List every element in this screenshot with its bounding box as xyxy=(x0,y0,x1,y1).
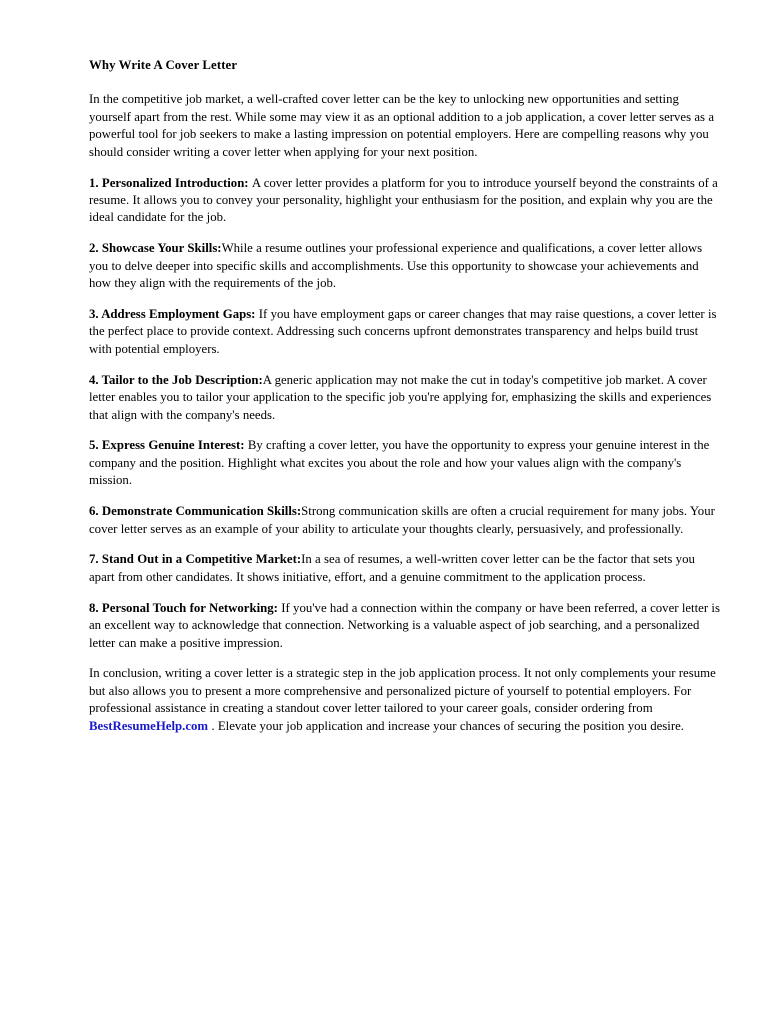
section-7 xyxy=(89,551,723,586)
section-5-lead: 5. Express Genuine Interest: xyxy=(89,438,248,453)
section-2-lead: 2. Showcase Your Skills: xyxy=(89,241,222,256)
bestresumehelp-link[interactable]: BestResumeHelp.com xyxy=(89,718,209,733)
section-7-lead: 7. Stand Out in a Competitive Market: xyxy=(89,552,302,567)
section-4-lead: 4. Tailor to the Job Description: xyxy=(89,372,263,387)
conclusion-paragraph xyxy=(89,665,723,735)
section-3-text: If you have employment gaps or career changes that may raise questions, a cover letter is the perfect place to provide context. Addressing such concerns upfront demonstrates transparency and helps build trust with potential employers. xyxy=(89,306,717,356)
section-5-text: By crafting a cover letter, you have the opportunity to express your genuine interest in the company and the position. Highlight what excites you about the role and how your values align with the company's mission. xyxy=(89,438,710,488)
section-8-text: If you've had a connection within the company or have been referred, a cover letter is an excellent way to acknowledge that connection. Networking is a valuable aspect of job searching, and a personalized letter can make a positive impression. xyxy=(89,600,720,650)
section-6-lead: 6. Demonstrate Communication Skills: xyxy=(89,504,302,519)
section-1-lead: 1. Personalized Introduction: xyxy=(89,175,252,190)
section-8-lead: 8. Personal Touch for Networking: xyxy=(89,600,282,615)
section-6 xyxy=(89,503,723,538)
section-4 xyxy=(89,372,723,424)
section-6-text: Strong communication skills are often a crucial requirement for many jobs. Your cover letter serves as an example of your ability to articulate your thoughts clearly, persuasively, and professionally. xyxy=(89,504,715,536)
section-1 xyxy=(89,175,723,227)
intro-paragraph: In the competitive job market, a well-crafted cover letter can be the key to unlocking new opportunities and setting yourself apart from the rest. While some may view it as an optional addition to a job application, a cover letter serves as a powerful tool for job seekers to make a lasting impression on potential employers. Here are compelling reasons why you should consider writing a cover letter when applying for your next position. xyxy=(89,92,715,159)
section-3-lead: 3. Address Employment Gaps: xyxy=(89,306,259,321)
page-title: Why Write A Cover Letter xyxy=(89,58,238,72)
conclusion-text-before-link: In conclusion, writing a cover letter is a strategic step in the job application process. It not only complements your resume but also allows you to present a more comprehensive and personalized picture of yourself to potential employers. For professional assistance in creating a standout cover letter tailored to your career goals, consider ordering from xyxy=(89,666,716,716)
section-7-text: In a sea of resumes, a well-written cover letter can be the factor that sets you apart from other candidates. It shows initiative, effort, and a genuine commitment to the application process. xyxy=(89,552,695,584)
section-8 xyxy=(89,600,723,652)
conclusion-text-after-link: . Elevate your job application and increase your chances of securing the position you desire. xyxy=(208,718,684,733)
section-2 xyxy=(89,240,723,292)
section-3 xyxy=(89,306,723,358)
document-body xyxy=(89,57,723,735)
section-1-text: A cover letter provides a platform for you to introduce yourself beyond the constraints of a resume. It allows you to convey your personality, highlight your enthusiasm for the position, and explain why you are the ideal candidate for the job. xyxy=(89,175,718,225)
section-5 xyxy=(89,437,723,489)
section-4-text: A generic application may not make the cut in today's competitive job market. A cover letter enables you to tailor your application to the specific job you're applying for, emphasizing the skills and experiences that align with the company's needs. xyxy=(89,372,712,422)
section-2-text: While a resume outlines your professional experience and qualifications, a cover letter allows you to delve deeper into specific skills and accomplishments. Use this opportunity to showcase your achievements and how they align with the requirements of the job. xyxy=(89,241,703,291)
